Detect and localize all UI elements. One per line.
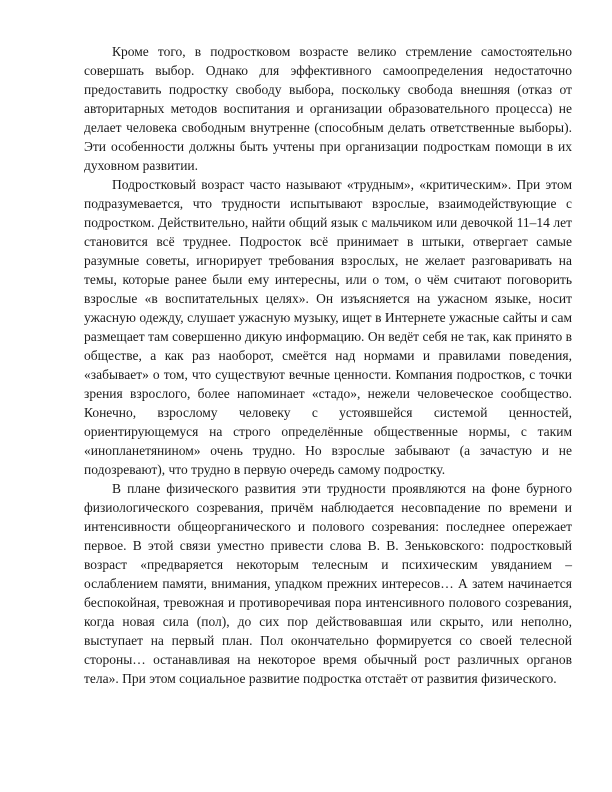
document-page: [84, 42, 572, 688]
paragraph-3: В плане физического развития эти трудности проявляются на фоне бурного физиологического созревания, причём наблюдается несовпадение по времени и интенсивности общеорганического и полового созревания: последнее опережает первое. В этой связи уместно привести слова В. В. Зеньковского: подростковый возраст «предваряется некоторым телесным и психическим увяданием – ослаблением памяти, внимания, упадком прежних интересов… А затем начинается беспокойная, тревожная и противоречивая пора интенсивного полового созревания, когда новая сила (пол), до сих пор действовавшая или скрыто, или неполно, выступает на первый план. Пол окончательно формируется со своей телесной стороны… останавливая на некоторое время обычный рост различных органов тела». При этом социальное развитие подростка отстаёт от развития физического.: [84, 481, 572, 686]
paragraph-1: Кроме того, в подростковом возрасте велико стремление самостоятельно совершать выбор. Однако для эффективного самоопределения недостаточно предоставить подростку свободу выбора, поскольку свобода внешняя (отказ от авторитарных методов воспитания и организации образовательного процесса) не делает человека свободным внутренне (способным делать ответственные выборы). Эти особенности должны быть учтены при организации подросткам помощи в их духовном развитии.: [84, 44, 572, 173]
paragraph-2: Подростковый возраст часто называют «трудным», «критическим». При этом подразумевается, что трудности испытывают взрослые, взаимодействующие с подростком. Действительно, найти общий язык с мальчиком или девочкой 11–14 лет становится всё труднее. Подросток всё принимает в штыки, отвергает самые разумные советы, игнорирует требования взрослых, не желает разговаривать на темы, которые ранее были ему интересны, или о том, о чём считают поговорить взрослые «в воспитательных целях». Он изъясняется на ужасном языке, носит ужасную одежду, слушает ужасную музыку, ищет в Интернете ужасные сайты и сам размещает там совершенно дикую информацию. Он ведёт себя не так, как принято в обществе, а как раз наоборот, смеётся над нормами и правилами поведения, «забывает» о том, что существуют вечные ценности. Компания подростков, с точки зрения взрослого, более напоминает «стадо», нежели человеческое сообщество. Конечно, взрослому человеку с устоявшейся системой ценностей, ориентирующемуся на строго определённые общественные нормы, с таким «инопланетянином» очень трудно. Но взрослые забывают (а зачастую и не подозревают), что трудно в первую очередь самому подростку.: [84, 177, 572, 477]
